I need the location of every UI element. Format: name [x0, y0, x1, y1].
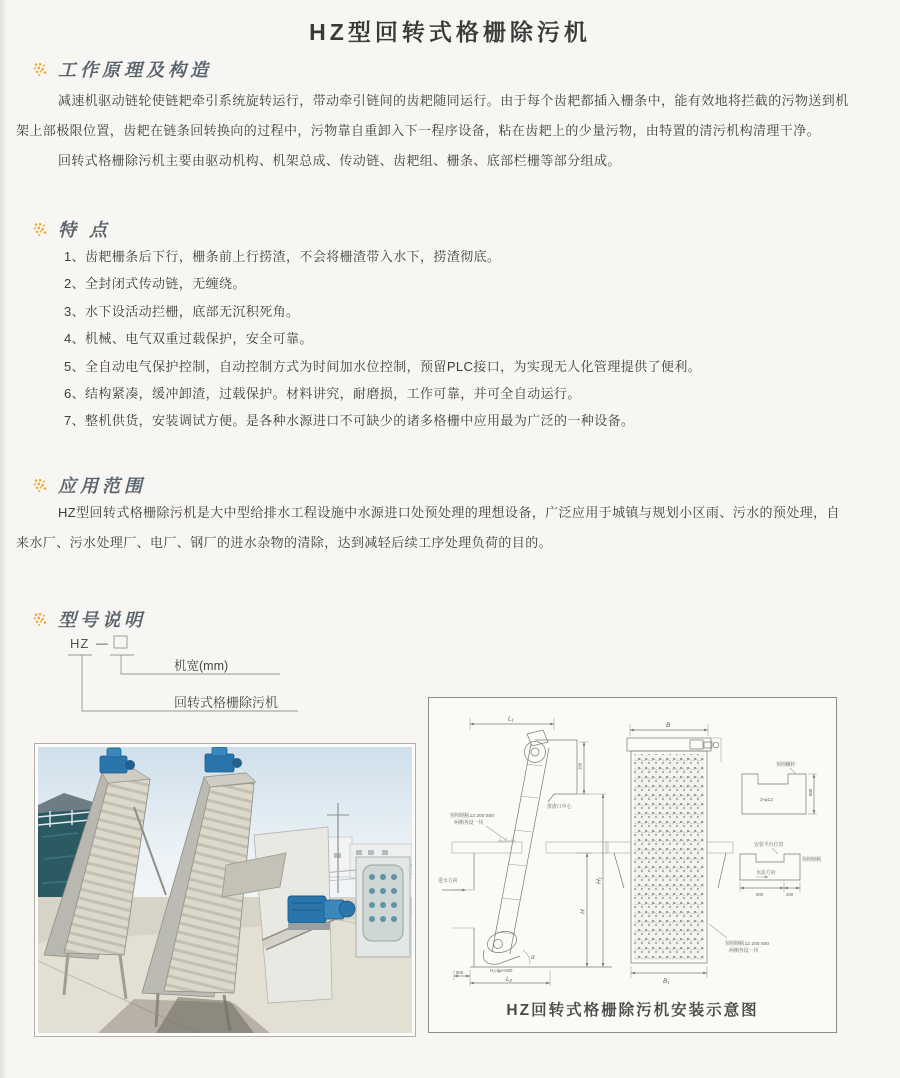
label-inflow-direction: 进水方向 [438, 879, 458, 884]
dim-H1: H₁ [595, 877, 603, 884]
application-text [16, 498, 852, 558]
label-outlet-center: 排渣口中心 [547, 805, 572, 810]
page-title: HZ型回转式格栅除污机 [309, 19, 591, 45]
label-embedded-plate: 预埋钢板 [802, 858, 822, 863]
control-panel [356, 857, 410, 957]
model-width-label: 机宽(mm) [174, 659, 229, 673]
dim-hctg: H₁ctgα+600 [490, 968, 513, 973]
dim-600-a: 600 [808, 788, 813, 796]
feature-item: 5、全自动电气保护控制，自动控制方式为时间加水位控制，预留PLC接口，为实现无人化管理提供了便利。 [64, 358, 702, 374]
section-header-principle [33, 56, 212, 82]
dim-L1: L₁ [508, 715, 514, 723]
label-bolt-holes: 3-φ12 [760, 798, 773, 803]
orange-dots-icon [33, 612, 49, 627]
feature-item: 3、水下设活动拦栅，底部无沉积死角。 [64, 303, 300, 319]
principle-text [16, 86, 852, 176]
model-dash: — [96, 636, 108, 650]
model-name-label: 回转式格栅除污机 [174, 695, 279, 710]
section-header-application [33, 472, 146, 498]
section-header-features [33, 216, 111, 242]
dim-L2: L₂ [506, 976, 513, 983]
dim-600-b: 600 [756, 892, 764, 897]
installation-diagram [434, 702, 829, 990]
label-embedded-plate-2: 两侧各设一块 [454, 821, 484, 826]
feature-list [64, 243, 856, 435]
model-placeholder-box [114, 636, 127, 648]
dim-500: 500 [456, 970, 464, 975]
feature-item: 2、全封闭式传动链，无缠绕。 [64, 276, 246, 292]
feature-item: 1、齿耙栅条后下行，栅条前上行捞渣，不会将栅渣带入水下，捞渣彻底。 [64, 249, 501, 264]
section-title: 特 点 [58, 220, 112, 240]
dim-200: 200 [786, 892, 794, 897]
label-embedded-plate-1: 预埋钢板12 200 500 [725, 942, 770, 947]
label-embedded-plate-1: 预埋钢板12 200 500 [450, 814, 495, 819]
feature-item: 6、结构紧凑，缓冲卸渣，过载保护。材料讲究，耐磨损，工作可靠，并可全自动运行。 [64, 386, 581, 402]
detail-sections [740, 761, 822, 897]
section-title: 工作原理及构造 [58, 60, 212, 80]
feature-item: 4、机械、电气双重过载保护，安全可靠。 [64, 331, 313, 347]
paragraph: 回转式格栅除污机主要由驱动机构、机架总成、传动链、齿耙组、栅条、底部栏栅等部分组成。 [58, 153, 621, 168]
dim-150: 150 [577, 762, 583, 770]
label-embedded-plate-2: 两侧各设一块 [729, 949, 759, 954]
figure-caption: HZ回转式格栅除污机安装示意图 [506, 1002, 759, 1019]
orange-dots-icon [33, 62, 49, 77]
scan-artifact [0, 0, 7, 1078]
side-view [438, 716, 612, 987]
model-code-diagram [56, 632, 316, 722]
orange-dots-icon [33, 222, 49, 237]
label-embedded-bolt: 预埋螺栓 [776, 763, 796, 768]
label-mount-position: 安装平台位置 [754, 843, 784, 848]
section-title: 型号说明 [58, 610, 146, 630]
paragraph: 减速机驱动链轮使链耙牵引系统旋转运行，带动牵引链间的齿耙随同运行。由于每个齿耙都插入栅条中，能有效地将拦截的污物送到机架上部极限位置，齿耙在链条回转换向的过程中，污物靠自重卸入下一程序设备，粘在齿耙上的少量污物，由特置的清污机构清理干净。 [16, 93, 849, 138]
equipment-photo [34, 743, 416, 1037]
dim-alpha: α [531, 954, 535, 961]
label-flow-direction: 水流方向 [756, 871, 776, 876]
model-code: HZ [70, 636, 90, 651]
dim-B1: B₁ [663, 978, 670, 985]
installation-figure [428, 697, 837, 1033]
paragraph: HZ型回转式格栅除污机是大中型给排水工程设施中水源进口处预处理的理想设备，广泛应用于城镇与规划小区雨、污水的预处理，自来水厂、污水处理厂、电厂、钢厂的进水杂物的清除，达到减轻后续工序处理负荷的目的。 [16, 505, 840, 550]
dim-H: H [579, 909, 587, 914]
front-view [606, 722, 769, 985]
dim-B: B [666, 722, 671, 729]
section-header-model [33, 606, 146, 632]
feature-item: 7、整机供货，安装调试方便。是各种水源进口不可缺少的诸多格栅中应用最为广泛的一种设备。 [64, 413, 635, 429]
section-title: 应用范围 [58, 476, 146, 496]
orange-dots-icon [33, 478, 49, 493]
